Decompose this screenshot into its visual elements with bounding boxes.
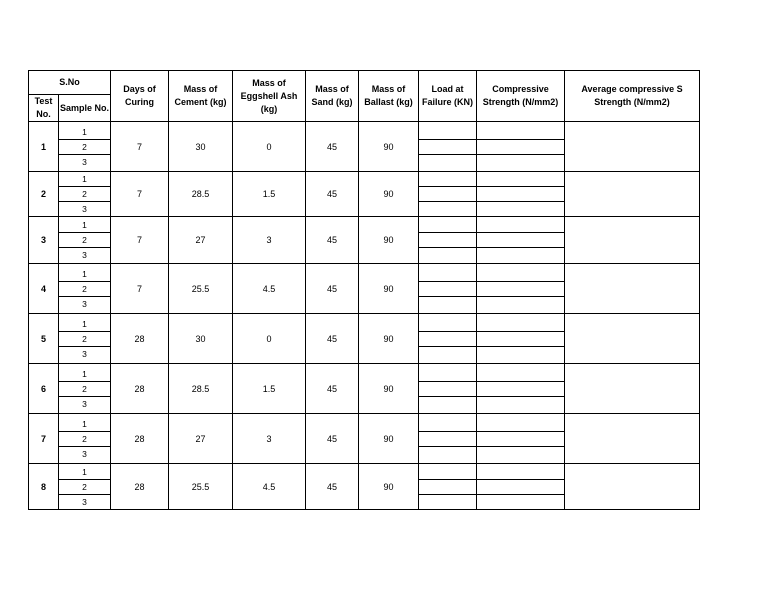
days-of-curing-cell: 7 bbox=[111, 217, 169, 264]
sample-number: 3 bbox=[59, 296, 110, 311]
mass-of-sand-cell: 45 bbox=[306, 364, 359, 414]
blank-entry bbox=[477, 417, 564, 431]
header-mass-of-ballast: Mass of Ballast (kg) bbox=[359, 71, 419, 122]
blank-entry bbox=[477, 331, 564, 346]
compressive-strength-table bbox=[28, 70, 700, 510]
sample-number: 2 bbox=[59, 431, 110, 446]
average-compressive-strength-cell bbox=[565, 217, 700, 264]
blank-entry bbox=[477, 479, 564, 494]
blank-entry bbox=[477, 367, 564, 381]
test-no-cell: 4 bbox=[29, 264, 59, 314]
sample-number: 2 bbox=[59, 139, 110, 154]
load-at-failure-cell bbox=[419, 172, 477, 217]
mass-of-eggshell-ash-cell: 4.5 bbox=[233, 264, 306, 314]
blank-entry bbox=[419, 346, 476, 361]
table-row bbox=[29, 122, 700, 172]
compressive-strength-cell bbox=[477, 314, 565, 364]
days-of-curing-cell: 28 bbox=[111, 314, 169, 364]
sample-number: 1 bbox=[82, 368, 87, 379]
blank-entry bbox=[477, 296, 564, 311]
mass-of-ballast-cell: 90 bbox=[359, 172, 419, 217]
blank-entry bbox=[477, 139, 564, 154]
sample-number: 1 bbox=[82, 174, 87, 184]
mass-of-sand-cell: 45 bbox=[306, 414, 359, 464]
mass-of-sand-cell: 45 bbox=[306, 172, 359, 217]
sample-number: 3 bbox=[59, 201, 110, 216]
days-of-curing-cell: 28 bbox=[111, 414, 169, 464]
test-no-cell: 3 bbox=[29, 217, 59, 264]
blank-entry bbox=[477, 494, 564, 509]
blank-entry bbox=[477, 281, 564, 296]
load-at-failure-cell bbox=[419, 364, 477, 414]
sample-number: 1 bbox=[82, 126, 87, 137]
mass-of-cement-cell: 30 bbox=[169, 122, 233, 172]
blank-entry bbox=[419, 296, 476, 311]
mass-of-eggshell-ash-cell: 3 bbox=[233, 414, 306, 464]
mass-of-sand-cell: 45 bbox=[306, 122, 359, 172]
header-days-of-curing: Days of Curing bbox=[111, 71, 169, 122]
blank-entry bbox=[419, 465, 476, 479]
sample-number: 2 bbox=[59, 281, 110, 296]
sample-no-cell bbox=[59, 172, 111, 217]
sample-number: 2 bbox=[59, 479, 110, 494]
blank-entry bbox=[477, 396, 564, 411]
sample-number: 1 bbox=[82, 418, 87, 429]
blank-entry bbox=[477, 431, 564, 446]
sample-no-cell bbox=[59, 414, 111, 464]
blank-entry bbox=[419, 232, 476, 247]
blank-entry bbox=[419, 331, 476, 346]
table-row bbox=[29, 414, 700, 464]
days-of-curing-cell: 28 bbox=[111, 464, 169, 510]
table-row bbox=[29, 172, 700, 217]
mass-of-eggshell-ash-cell: 4.5 bbox=[233, 464, 306, 510]
sample-number: 1 bbox=[82, 466, 87, 477]
blank-entry bbox=[477, 232, 564, 247]
table-row bbox=[29, 264, 700, 314]
average-compressive-strength-cell bbox=[565, 364, 700, 414]
mass-of-cement-cell: 28.5 bbox=[169, 172, 233, 217]
blank-entry bbox=[419, 247, 476, 262]
blank-entry bbox=[477, 218, 564, 232]
sample-no-cell bbox=[59, 364, 111, 414]
blank-entry bbox=[419, 201, 476, 216]
mass-of-cement-cell: 28.5 bbox=[169, 364, 233, 414]
blank-entry bbox=[477, 186, 564, 201]
sample-number: 3 bbox=[59, 154, 110, 169]
blank-entry bbox=[477, 317, 564, 331]
sample-no-cell bbox=[59, 314, 111, 364]
mass-of-ballast-cell: 90 bbox=[359, 217, 419, 264]
header-mass-of-sand: Mass of Sand (kg) bbox=[306, 71, 359, 122]
mass-of-eggshell-ash-cell: 1.5 bbox=[233, 364, 306, 414]
mass-of-eggshell-ash-cell: 3 bbox=[233, 217, 306, 264]
sample-no-cell bbox=[59, 264, 111, 314]
table-row bbox=[29, 314, 700, 364]
sample-number: 2 bbox=[59, 232, 110, 247]
days-of-curing-cell: 7 bbox=[111, 122, 169, 172]
test-no-cell: 8 bbox=[29, 464, 59, 510]
mass-of-ballast-cell: 90 bbox=[359, 464, 419, 510]
average-compressive-strength-cell bbox=[565, 122, 700, 172]
average-compressive-strength-cell bbox=[565, 464, 700, 510]
load-at-failure-cell bbox=[419, 464, 477, 510]
blank-entry bbox=[477, 172, 564, 186]
compressive-strength-cell bbox=[477, 414, 565, 464]
test-no-cell: 2 bbox=[29, 172, 59, 217]
mass-of-cement-cell: 27 bbox=[169, 414, 233, 464]
blank-entry bbox=[477, 247, 564, 262]
test-no-cell: 1 bbox=[29, 122, 59, 172]
blank-entry bbox=[419, 218, 476, 232]
blank-entry bbox=[419, 139, 476, 154]
header-compressive-strength: Compressive Strength (N/mm2) bbox=[477, 71, 565, 122]
table-body bbox=[29, 122, 700, 510]
sample-no-cell bbox=[59, 122, 111, 172]
mass-of-cement-cell: 27 bbox=[169, 217, 233, 264]
load-at-failure-cell bbox=[419, 217, 477, 264]
mass-of-eggshell-ash-cell: 0 bbox=[233, 314, 306, 364]
blank-entry bbox=[419, 446, 476, 461]
header-mass-of-eggshell-ash: Mass of Eggshell Ash (kg) bbox=[233, 71, 306, 122]
table-row bbox=[29, 217, 700, 264]
header-mass-of-cement: Mass of Cement (kg) bbox=[169, 71, 233, 122]
compressive-strength-cell bbox=[477, 172, 565, 217]
blank-entry bbox=[419, 154, 476, 169]
blank-entry bbox=[419, 381, 476, 396]
sample-number: 3 bbox=[59, 247, 110, 262]
sample-no-cell bbox=[59, 464, 111, 510]
average-compressive-strength-cell bbox=[565, 172, 700, 217]
average-compressive-strength-cell bbox=[565, 264, 700, 314]
load-at-failure-cell bbox=[419, 414, 477, 464]
sample-number: 1 bbox=[82, 318, 87, 329]
mass-of-cement-cell: 25.5 bbox=[169, 464, 233, 510]
compressive-strength-cell bbox=[477, 364, 565, 414]
mass-of-cement-cell: 30 bbox=[169, 314, 233, 364]
mass-of-eggshell-ash-cell: 0 bbox=[233, 122, 306, 172]
test-no-cell: 5 bbox=[29, 314, 59, 364]
test-no-cell: 6 bbox=[29, 364, 59, 414]
sample-number: 3 bbox=[59, 494, 110, 509]
load-at-failure-cell bbox=[419, 314, 477, 364]
sample-number: 1 bbox=[82, 268, 87, 279]
days-of-curing-cell: 7 bbox=[111, 172, 169, 217]
blank-entry bbox=[419, 396, 476, 411]
mass-of-eggshell-ash-cell: 1.5 bbox=[233, 172, 306, 217]
blank-entry bbox=[477, 201, 564, 216]
load-at-failure-cell bbox=[419, 122, 477, 172]
days-of-curing-cell: 7 bbox=[111, 264, 169, 314]
average-compressive-strength-cell bbox=[565, 414, 700, 464]
blank-entry bbox=[477, 125, 564, 139]
days-of-curing-cell: 28 bbox=[111, 364, 169, 414]
mass-of-sand-cell: 45 bbox=[306, 314, 359, 364]
sample-number: 2 bbox=[59, 381, 110, 396]
blank-entry bbox=[477, 346, 564, 361]
average-compressive-strength-cell bbox=[565, 314, 700, 364]
mass-of-ballast-cell: 90 bbox=[359, 264, 419, 314]
sample-number: 3 bbox=[59, 346, 110, 361]
blank-entry bbox=[419, 317, 476, 331]
blank-entry bbox=[419, 417, 476, 431]
blank-entry bbox=[419, 431, 476, 446]
header-test-no: Test No. bbox=[29, 95, 59, 122]
mass-of-sand-cell: 45 bbox=[306, 464, 359, 510]
mass-of-sand-cell: 45 bbox=[306, 217, 359, 264]
mass-of-ballast-cell: 90 bbox=[359, 314, 419, 364]
header-load-at-failure: Load at Failure (KN) bbox=[419, 71, 477, 122]
blank-entry bbox=[477, 465, 564, 479]
header-average-compressive-strength: Average compressive S Strength (N/mm2) bbox=[565, 71, 700, 122]
sample-number: 3 bbox=[59, 446, 110, 461]
mass-of-sand-cell: 45 bbox=[306, 264, 359, 314]
blank-entry bbox=[419, 479, 476, 494]
blank-entry bbox=[419, 281, 476, 296]
blank-entry bbox=[419, 186, 476, 201]
blank-entry bbox=[419, 267, 476, 281]
blank-entry bbox=[419, 367, 476, 381]
table-row bbox=[29, 464, 700, 510]
header-sample-no: Sample No. bbox=[59, 95, 111, 122]
compressive-strength-cell bbox=[477, 122, 565, 172]
mass-of-ballast-cell: 90 bbox=[359, 364, 419, 414]
mass-of-ballast-cell: 90 bbox=[359, 414, 419, 464]
sample-number: 3 bbox=[59, 396, 110, 411]
blank-entry bbox=[419, 172, 476, 186]
test-no-cell: 7 bbox=[29, 414, 59, 464]
compressive-strength-cell bbox=[477, 264, 565, 314]
blank-entry bbox=[477, 446, 564, 461]
sample-no-cell bbox=[59, 217, 111, 264]
compressive-strength-cell bbox=[477, 217, 565, 264]
mass-of-ballast-cell: 90 bbox=[359, 122, 419, 172]
blank-entry bbox=[419, 494, 476, 509]
sample-number: 2 bbox=[59, 331, 110, 346]
blank-entry bbox=[477, 267, 564, 281]
mass-of-cement-cell: 25.5 bbox=[169, 264, 233, 314]
blank-entry bbox=[419, 125, 476, 139]
header-sno: S.No bbox=[29, 71, 111, 95]
sample-number: 2 bbox=[59, 186, 110, 201]
compressive-strength-cell bbox=[477, 464, 565, 510]
table-row bbox=[29, 364, 700, 414]
sample-number: 1 bbox=[82, 220, 87, 230]
blank-entry bbox=[477, 381, 564, 396]
blank-entry bbox=[477, 154, 564, 169]
load-at-failure-cell bbox=[419, 264, 477, 314]
